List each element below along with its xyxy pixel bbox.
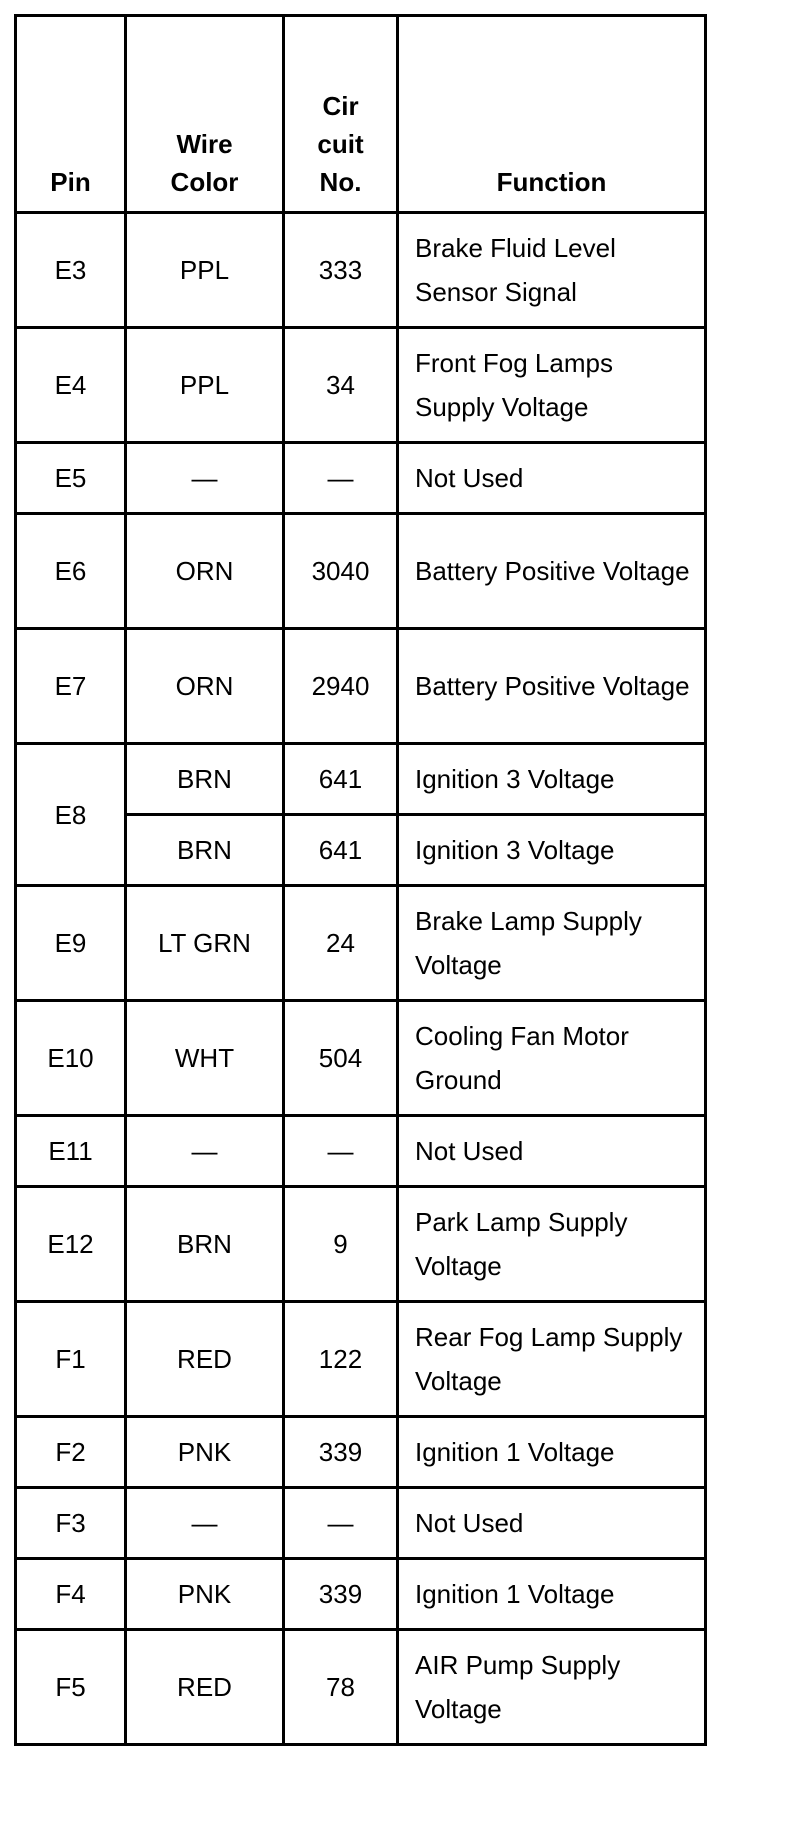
pin-cell: E10 bbox=[16, 1001, 126, 1116]
table-row bbox=[16, 514, 706, 629]
pin-cell: E4 bbox=[16, 328, 126, 443]
pin-cell: E12 bbox=[16, 1187, 126, 1302]
pin-cell: E7 bbox=[16, 629, 126, 744]
pin-cell: E6 bbox=[16, 514, 126, 629]
wire-color-cell: RED bbox=[126, 1302, 284, 1417]
pin-cell: E9 bbox=[16, 886, 126, 1001]
function-cell: Not Used bbox=[398, 443, 706, 514]
wire-color-cell: ORN bbox=[126, 629, 284, 744]
circuit-cell: — bbox=[284, 1116, 398, 1187]
circuit-cell: 9 bbox=[284, 1187, 398, 1302]
circuit-cell: 122 bbox=[284, 1302, 398, 1417]
header-row bbox=[16, 16, 706, 213]
connector-pinout-table bbox=[14, 14, 707, 1746]
table-row bbox=[16, 1488, 706, 1559]
table-row bbox=[16, 886, 706, 1001]
function-cell: Not Used bbox=[398, 1116, 706, 1187]
pin-cell: F5 bbox=[16, 1630, 126, 1745]
table-row bbox=[16, 744, 706, 815]
table-row bbox=[16, 328, 706, 443]
table-row bbox=[16, 1001, 706, 1116]
wire-color-cell: — bbox=[126, 1116, 284, 1187]
function-cell: Rear Fog Lamp Supply Voltage bbox=[398, 1302, 706, 1417]
circuit-cell: — bbox=[284, 443, 398, 514]
circuit-cell: 339 bbox=[284, 1559, 398, 1630]
function-cell: Not Used bbox=[398, 1488, 706, 1559]
wire-color-cell: BRN bbox=[126, 1187, 284, 1302]
header-wire-color: Wire Color bbox=[126, 16, 284, 213]
function-cell: Cooling Fan Motor Ground bbox=[398, 1001, 706, 1116]
wire-color-cell: ORN bbox=[126, 514, 284, 629]
circuit-cell: 78 bbox=[284, 1630, 398, 1745]
circuit-cell: 641 bbox=[284, 744, 398, 815]
wire-color-cell: WHT bbox=[126, 1001, 284, 1116]
circuit-cell: 641 bbox=[284, 815, 398, 886]
wire-color-cell: PNK bbox=[126, 1417, 284, 1488]
function-cell: Ignition 3 Voltage bbox=[398, 744, 706, 815]
pin-cell: E8 bbox=[16, 744, 126, 886]
circuit-cell: 2940 bbox=[284, 629, 398, 744]
function-cell: Brake Lamp Supply Voltage bbox=[398, 886, 706, 1001]
header-pin: Pin bbox=[16, 16, 126, 213]
function-cell: Ignition 1 Voltage bbox=[398, 1559, 706, 1630]
circuit-cell: 3040 bbox=[284, 514, 398, 629]
pin-cell: F3 bbox=[16, 1488, 126, 1559]
circuit-cell: — bbox=[284, 1488, 398, 1559]
function-cell: Ignition 3 Voltage bbox=[398, 815, 706, 886]
function-cell: Park Lamp Supply Voltage bbox=[398, 1187, 706, 1302]
table-row bbox=[16, 1116, 706, 1187]
pin-cell: E5 bbox=[16, 443, 126, 514]
wire-color-cell: LT GRN bbox=[126, 886, 284, 1001]
pin-cell: E3 bbox=[16, 213, 126, 328]
circuit-cell: 504 bbox=[284, 1001, 398, 1116]
wire-color-cell: — bbox=[126, 443, 284, 514]
pinout-table-container bbox=[14, 14, 707, 1746]
wire-color-cell: BRN bbox=[126, 744, 284, 815]
wire-color-cell: PPL bbox=[126, 328, 284, 443]
wire-color-cell: PNK bbox=[126, 1559, 284, 1630]
wire-color-cell: BRN bbox=[126, 815, 284, 886]
table-body bbox=[16, 213, 706, 1745]
table-row bbox=[16, 213, 706, 328]
function-cell: Battery Positive Voltage bbox=[398, 514, 706, 629]
table-row bbox=[16, 629, 706, 744]
pin-cell: E11 bbox=[16, 1116, 126, 1187]
header-function: Function bbox=[398, 16, 706, 213]
wire-color-cell: PPL bbox=[126, 213, 284, 328]
circuit-cell: 339 bbox=[284, 1417, 398, 1488]
table-row bbox=[16, 1417, 706, 1488]
function-cell: Front Fog Lamps Supply Voltage bbox=[398, 328, 706, 443]
wire-color-cell: RED bbox=[126, 1630, 284, 1745]
wire-color-cell: — bbox=[126, 1488, 284, 1559]
circuit-cell: 24 bbox=[284, 886, 398, 1001]
function-cell: Ignition 1 Voltage bbox=[398, 1417, 706, 1488]
circuit-cell: 34 bbox=[284, 328, 398, 443]
table-row bbox=[16, 443, 706, 514]
pin-cell: F2 bbox=[16, 1417, 126, 1488]
function-cell: Brake Fluid Level Sensor Signal bbox=[398, 213, 706, 328]
function-cell: Battery Positive Voltage bbox=[398, 629, 706, 744]
header-circuit-no: Cir cuit No. bbox=[284, 16, 398, 213]
table-row bbox=[16, 1302, 706, 1417]
table-row bbox=[16, 1187, 706, 1302]
function-cell: AIR Pump Supply Voltage bbox=[398, 1630, 706, 1745]
pin-cell: F1 bbox=[16, 1302, 126, 1417]
table-row bbox=[16, 1630, 706, 1745]
circuit-cell: 333 bbox=[284, 213, 398, 328]
table-header bbox=[16, 16, 706, 213]
table-row bbox=[16, 1559, 706, 1630]
pin-cell: F4 bbox=[16, 1559, 126, 1630]
